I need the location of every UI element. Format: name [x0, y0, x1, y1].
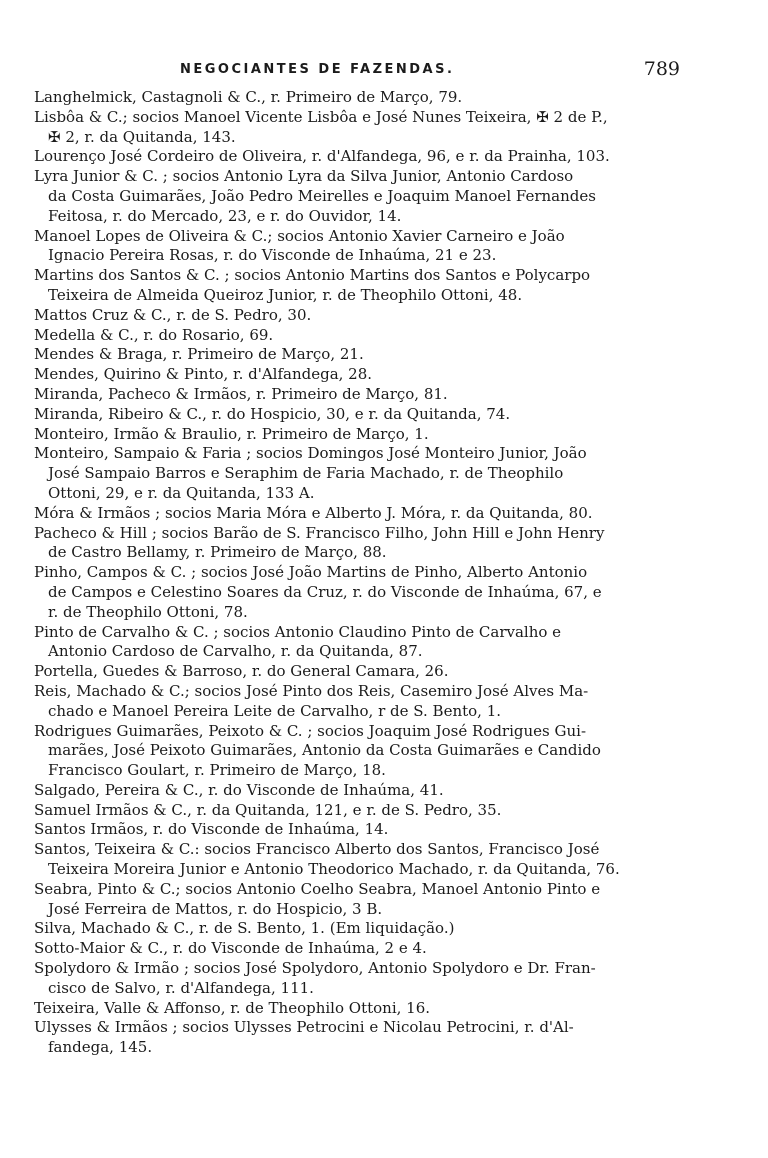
directory-entry	[34, 227, 684, 267]
entry-line: Monteiro, Sampaio & Faria ; socios Domingos José Monteiro Junior, João	[34, 444, 587, 463]
entry-line: Teixeira de Almeida Queiroz Junior, r. de Theophilo Ottoni, 48.	[48, 285, 523, 304]
directory-entry	[34, 999, 684, 1019]
directory-entry	[34, 167, 684, 226]
directory-entry	[34, 405, 684, 425]
entry-line: Langhelmick, Castagnoli & C., r. Primeiro de Março, 79.	[34, 88, 463, 106]
directory-entry	[34, 425, 684, 445]
entry-line: Seabra, Pinto & C.; socios Antonio Coelho Seabra, Manoel Antonio Pinto e	[34, 879, 601, 898]
directory-entry	[34, 662, 684, 682]
directory-entry	[34, 959, 684, 999]
entry-line: Santos Irmãos, r. do Visconde de Inhaúma, 14.	[34, 820, 389, 839]
entry-line: Lisbôa & C.; socios Manoel Vicente Lisbôa e José Nunes Teixeira, ✠ 2 de P.,	[34, 107, 608, 126]
entry-line: Santos, Teixeira & C.: socios Francisco Alberto dos Santos, Francisco José	[34, 840, 600, 859]
entry-line: Martins dos Santos & C. ; socios Antonio Martins dos Santos e Polycarpo	[34, 266, 591, 285]
entry-line: Antonio Cardoso de Carvalho, r. da Quitanda, 87.	[48, 642, 423, 661]
page-number: 789	[643, 58, 680, 80]
entry-line: Pinto de Carvalho & C. ; socios Antonio Claudino Pinto de Carvalho e	[34, 622, 562, 641]
entry-line: da Costa Guimarães, João Pedro Meirelles e Joaquim Manoel Fernandes	[48, 186, 596, 205]
entry-line: fandega, 145.	[48, 1038, 153, 1057]
entry-line: Teixeira Moreira Junior e Antonio Theodorico Machado, r. da Quitanda, 76.	[48, 860, 620, 879]
directory-entry	[34, 88, 684, 108]
directory-entry	[34, 385, 684, 405]
entry-line: marães, José Peixoto Guimarães, Antonio da Costa Guimarães e Candido	[48, 741, 601, 760]
directory-entries	[34, 88, 684, 1058]
entry-line: Mattos Cruz & C., r. de S. Pedro, 30.	[34, 305, 312, 324]
directory-entry	[34, 1018, 684, 1058]
entry-line: Sotto-Maior & C., r. do Visconde de Inhaúma, 2 e 4.	[34, 939, 427, 958]
entry-line: Medella & C., r. do Rosario, 69.	[34, 325, 274, 344]
entry-line: Pinho, Campos & C. ; socios José João Martins de Pinho, Alberto Antonio	[34, 563, 588, 582]
entry-line: Ignacio Pereira Rosas, r. do Visconde de Inhaúma, 21 e 23.	[48, 246, 497, 265]
entry-line: Portella, Guedes & Barroso, r. do General Camara, 26.	[34, 662, 449, 681]
entry-line: de Campos e Celestino Soares da Cruz, r. do Visconde de Inhaúma, 67, e	[48, 582, 602, 601]
directory-entry	[34, 326, 684, 346]
entry-line: Salgado, Pereira & C., r. do Visconde de Inhaúma, 41.	[34, 780, 444, 799]
directory-entry	[34, 919, 684, 939]
entry-line: chado e Manoel Pereira Leite de Carvalho, r de S. Bento, 1.	[48, 701, 502, 720]
entry-line: Lourenço José Cordeiro de Oliveira, r. d'Alfandega, 96, e r. da Prainha, 103.	[34, 147, 610, 166]
entry-line: ✠ 2, r. da Quitanda, 143.	[48, 127, 236, 146]
entry-line: Miranda, Pacheco & Irmãos, r. Primeiro de Março, 81.	[34, 384, 448, 403]
directory-entry	[34, 840, 684, 880]
entry-line: Lyra Junior & C. ; socios Antonio Lyra da Silva Junior, Antonio Cardoso	[34, 167, 574, 186]
entry-line: Samuel Irmãos & C., r. da Quitanda, 121, e r. de S. Pedro, 35.	[34, 800, 502, 819]
directory-entry	[34, 108, 684, 148]
entry-line: Feitosa, r. do Mercado, 23, e r. do Ouvidor, 14.	[48, 206, 402, 225]
entry-line: Francisco Goulart, r. Primeiro de Março, 18.	[48, 761, 386, 780]
directory-entry	[34, 880, 684, 920]
directory-entry	[34, 266, 684, 306]
entry-line: Móra & Irmãos ; socios Maria Móra e Alberto J. Móra, r. da Quitanda, 80.	[34, 503, 593, 522]
entry-line: José Sampaio Barros e Seraphim de Faria Machado, r. de Theophilo	[48, 464, 564, 483]
directory-entry	[34, 504, 684, 524]
entry-line: Monteiro, Irmão & Braulio, r. Primeiro de Março, 1.	[34, 424, 429, 443]
entry-line: Manoel Lopes de Oliveira & C.; socios Antonio Xavier Carneiro e João	[34, 226, 565, 245]
directory-entry	[34, 306, 684, 326]
entry-line: de Castro Bellamy, r. Primeiro de Março, 88.	[48, 543, 387, 562]
entry-line: Ulysses & Irmãos ; socios Ulysses Petrocini e Nicolau Petrocini, r. d'Al-	[34, 1018, 574, 1037]
entry-line: Rodrigues Guimarães, Peixoto & C. ; socios Joaquim José Rodrigues Gui-	[34, 721, 587, 740]
running-title: NEGOCIANTES DE FAZENDAS.	[180, 62, 455, 77]
directory-entry	[34, 444, 684, 503]
directory-entry	[34, 939, 684, 959]
directory-entry	[34, 623, 684, 663]
directory-entry	[34, 781, 684, 801]
entry-line: Miranda, Ribeiro & C., r. do Hospicio, 30, e r. da Quitanda, 74.	[34, 404, 511, 423]
entry-line: Spolydoro & Irmão ; socios José Spolydoro, Antonio Spolydoro e Dr. Fran-	[34, 959, 596, 978]
directory-entry	[34, 365, 684, 385]
entry-line: Teixeira, Valle & Affonso, r. de Theophilo Ottoni, 16.	[34, 998, 431, 1017]
directory-entry	[34, 524, 684, 564]
directory-entry	[34, 722, 684, 781]
entry-line: José Ferreira de Mattos, r. do Hospicio, 3 B.	[48, 899, 383, 918]
entry-line: Silva, Machado & C., r. de S. Bento, 1. (Em liquidação.)	[34, 919, 455, 938]
directory-entry	[34, 147, 684, 167]
entry-line: cisco de Salvo, r. d'Alfandega, 111.	[48, 978, 314, 997]
directory-entry	[34, 682, 684, 722]
entry-line: r. de Theophilo Ottoni, 78.	[48, 602, 248, 621]
directory-entry	[34, 345, 684, 365]
entry-line: Reis, Machado & C.; socios José Pinto dos Reis, Casemiro José Alves Ma-	[34, 681, 589, 700]
directory-entry	[34, 563, 684, 622]
entry-line: Mendes & Braga, r. Primeiro de Março, 21.	[34, 345, 364, 364]
entry-line: Ottoni, 29, e r. da Quitanda, 133 A.	[48, 483, 315, 502]
directory-entry	[34, 820, 684, 840]
entry-line: Mendes, Quirino & Pinto, r. d'Alfandega, 28.	[34, 365, 373, 384]
entry-line: Pacheco & Hill ; socios Barão de S. Francisco Filho, John Hill e John Henry	[34, 523, 605, 542]
directory-entry	[34, 801, 684, 821]
